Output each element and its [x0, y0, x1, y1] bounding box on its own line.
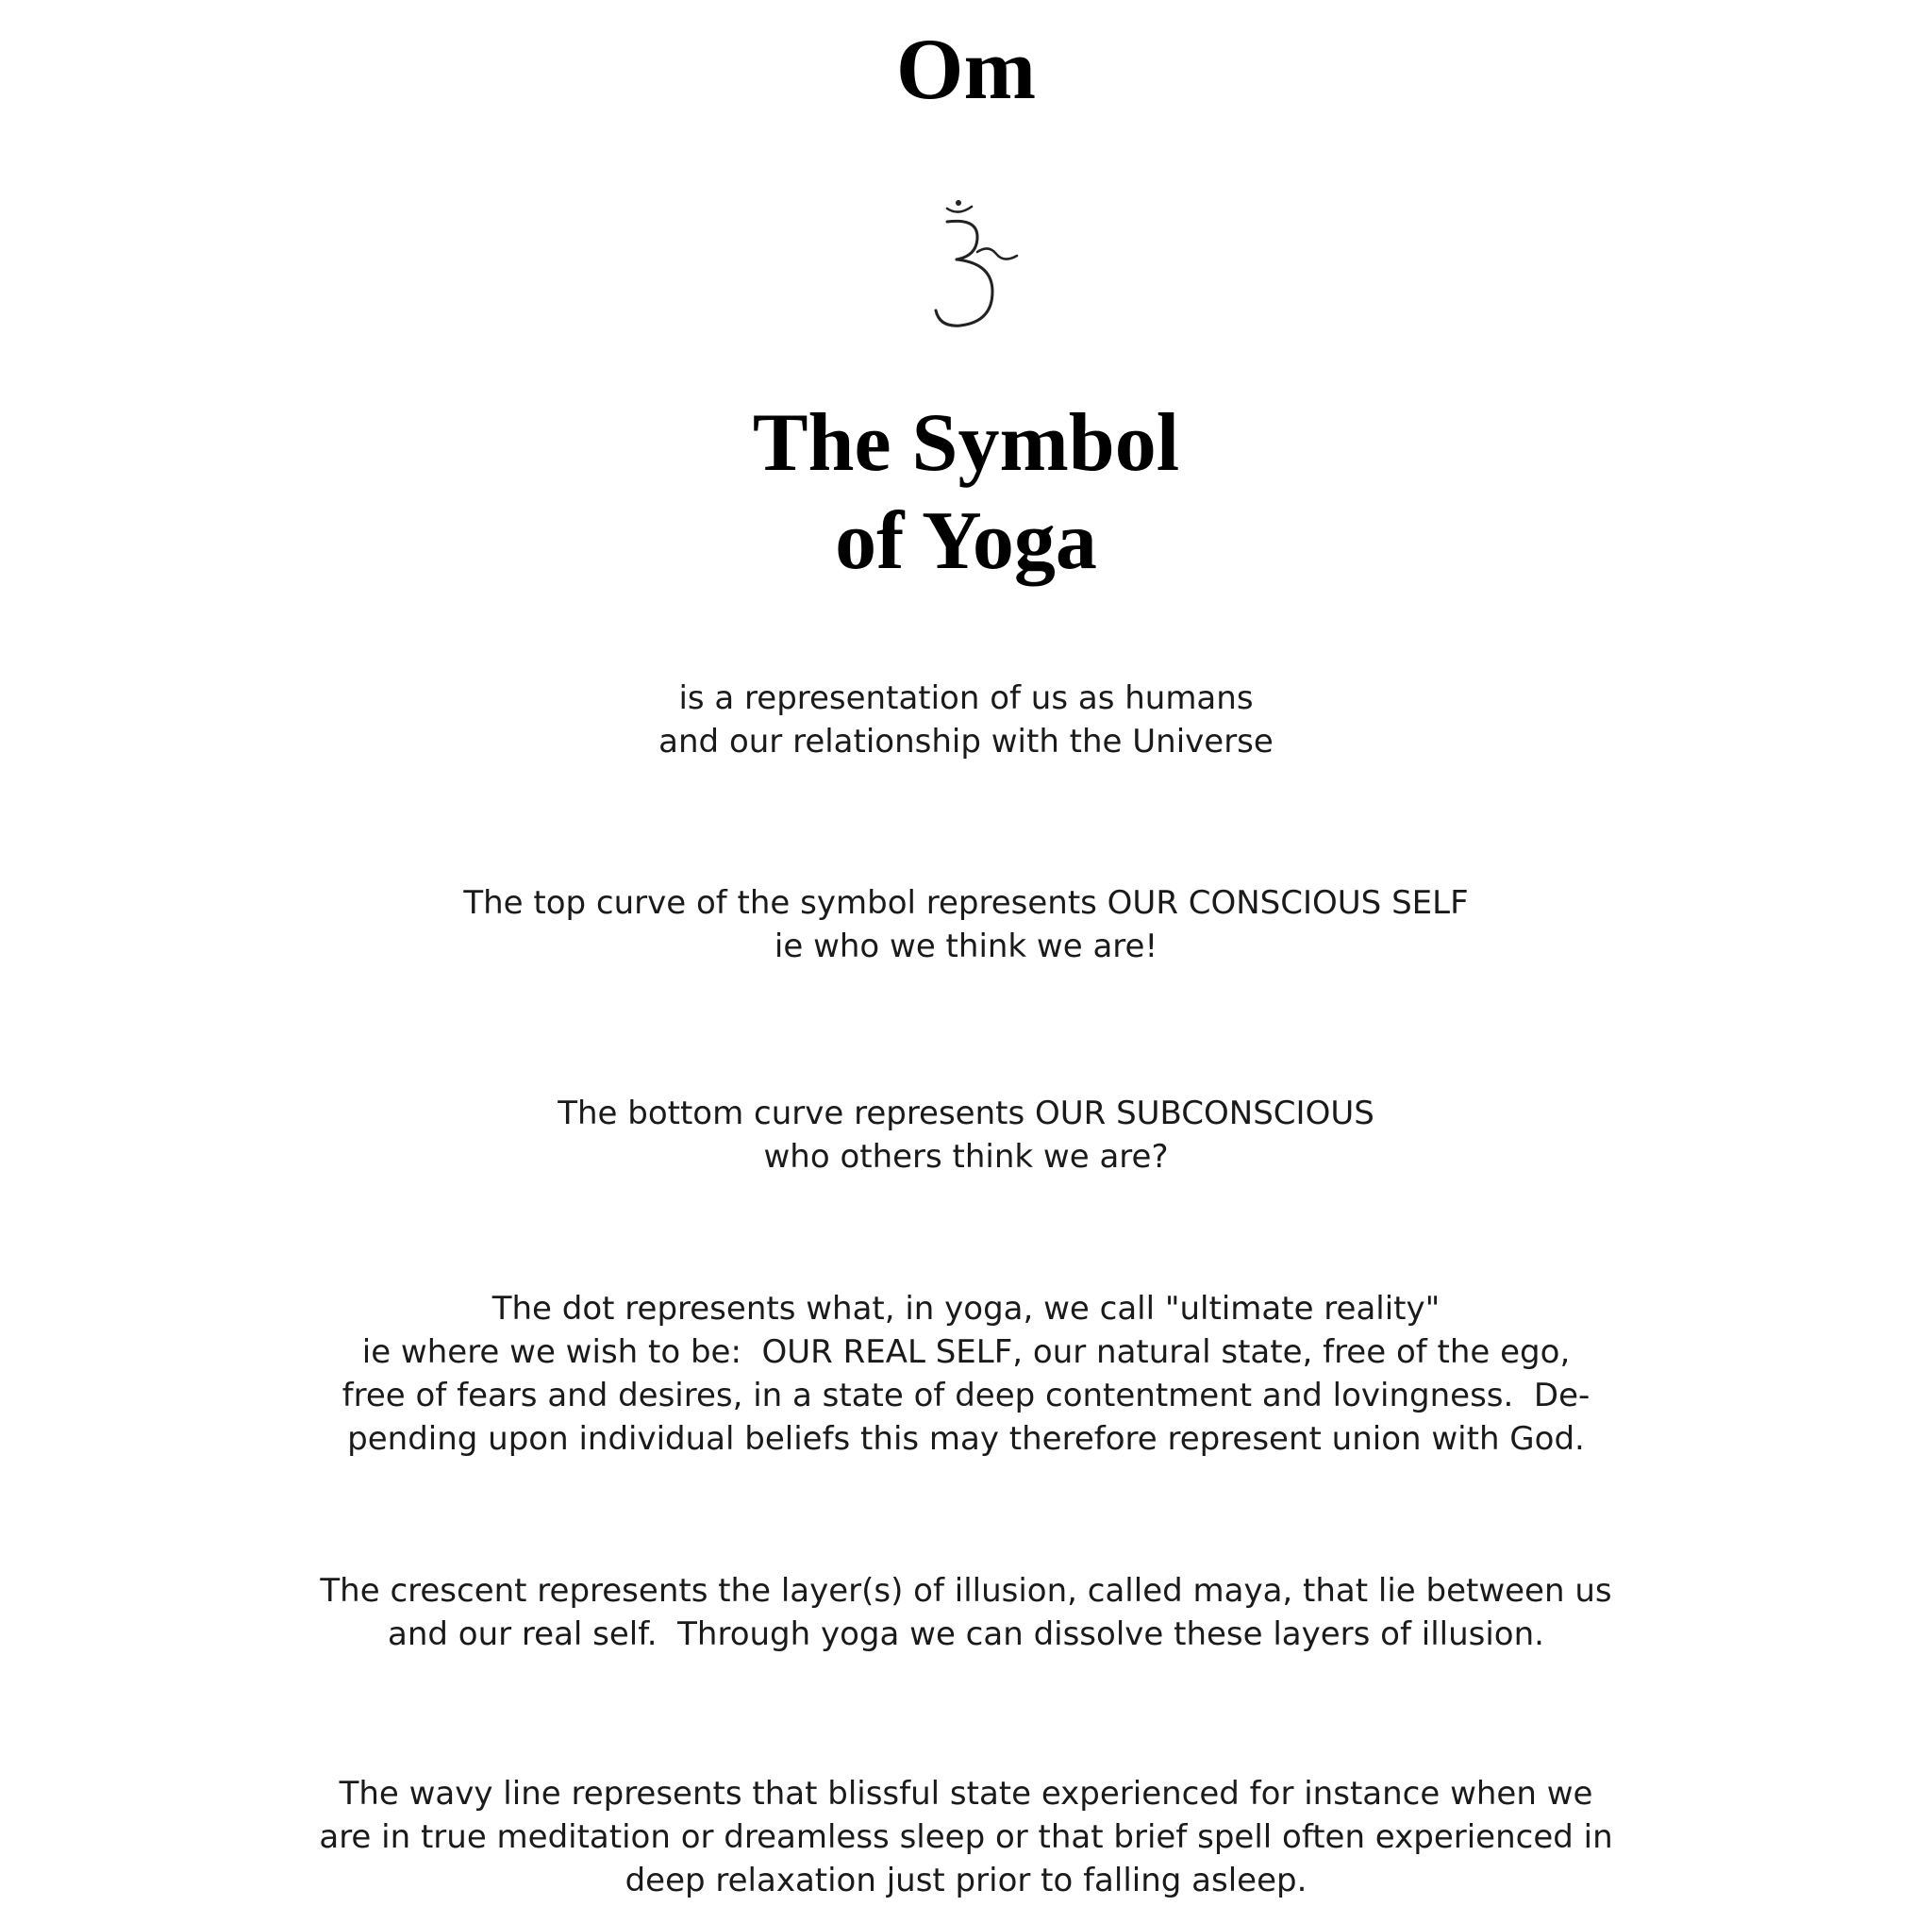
paragraph-line: The dot represents what, in yoga, we call "ultimate reality" — [491, 1290, 1441, 1328]
paragraph-line: free of fears and desires, in a state of deep contentment and lovingness. De- — [341, 1377, 1591, 1414]
om-symbol-icon — [919, 193, 1032, 335]
page-title: Om — [895, 21, 1037, 117]
paragraph-line: The bottom curve represents OUR SUBCONSCIOUS — [558, 1095, 1374, 1132]
subtitle-line-2: of Yoga — [835, 495, 1097, 587]
paragraph-line: who others think we are? — [763, 1138, 1169, 1176]
paragraph-line: are in true meditation or dreamless sleep or that brief spell often experienced in — [319, 1818, 1613, 1856]
paragraph-line: and our relationship with the Universe — [658, 723, 1274, 761]
paragraph-line: pending upon individual beliefs this may therefore represent union with God. — [347, 1420, 1585, 1458]
paragraph-dot — [0, 1287, 1932, 1461]
paragraph-line: The wavy line represents that blissful state experienced for instance when we — [339, 1775, 1593, 1813]
paragraph-bottom-curve — [0, 1092, 1932, 1179]
paragraph-line: is a representation of us as humans — [678, 679, 1254, 717]
paragraph-line: and our real self. Through yoga we can dissolve these layers of illusion. — [388, 1615, 1544, 1653]
paragraph-line: ie who we think we are! — [774, 928, 1158, 965]
paragraph-line: ie where we wish to be: OUR REAL SELF, our natural state, free of the ego, — [361, 1333, 1571, 1371]
paragraph-top-curve — [0, 881, 1932, 968]
subtitle — [0, 394, 1932, 591]
paragraph-line: The crescent represents the layer(s) of illusion, called maya, that lie between us — [320, 1572, 1612, 1610]
paragraph-wavy-line — [0, 1772, 1932, 1902]
paragraph-crescent — [0, 1569, 1932, 1656]
paragraph-line: deep relaxation just prior to falling asleep. — [625, 1862, 1307, 1899]
paragraph-line: The top curve of the symbol represents OUR CONSCIOUS SELF — [463, 884, 1469, 922]
subtitle-line-1: The Symbol — [752, 397, 1180, 489]
paragraph-representation — [0, 677, 1932, 763]
